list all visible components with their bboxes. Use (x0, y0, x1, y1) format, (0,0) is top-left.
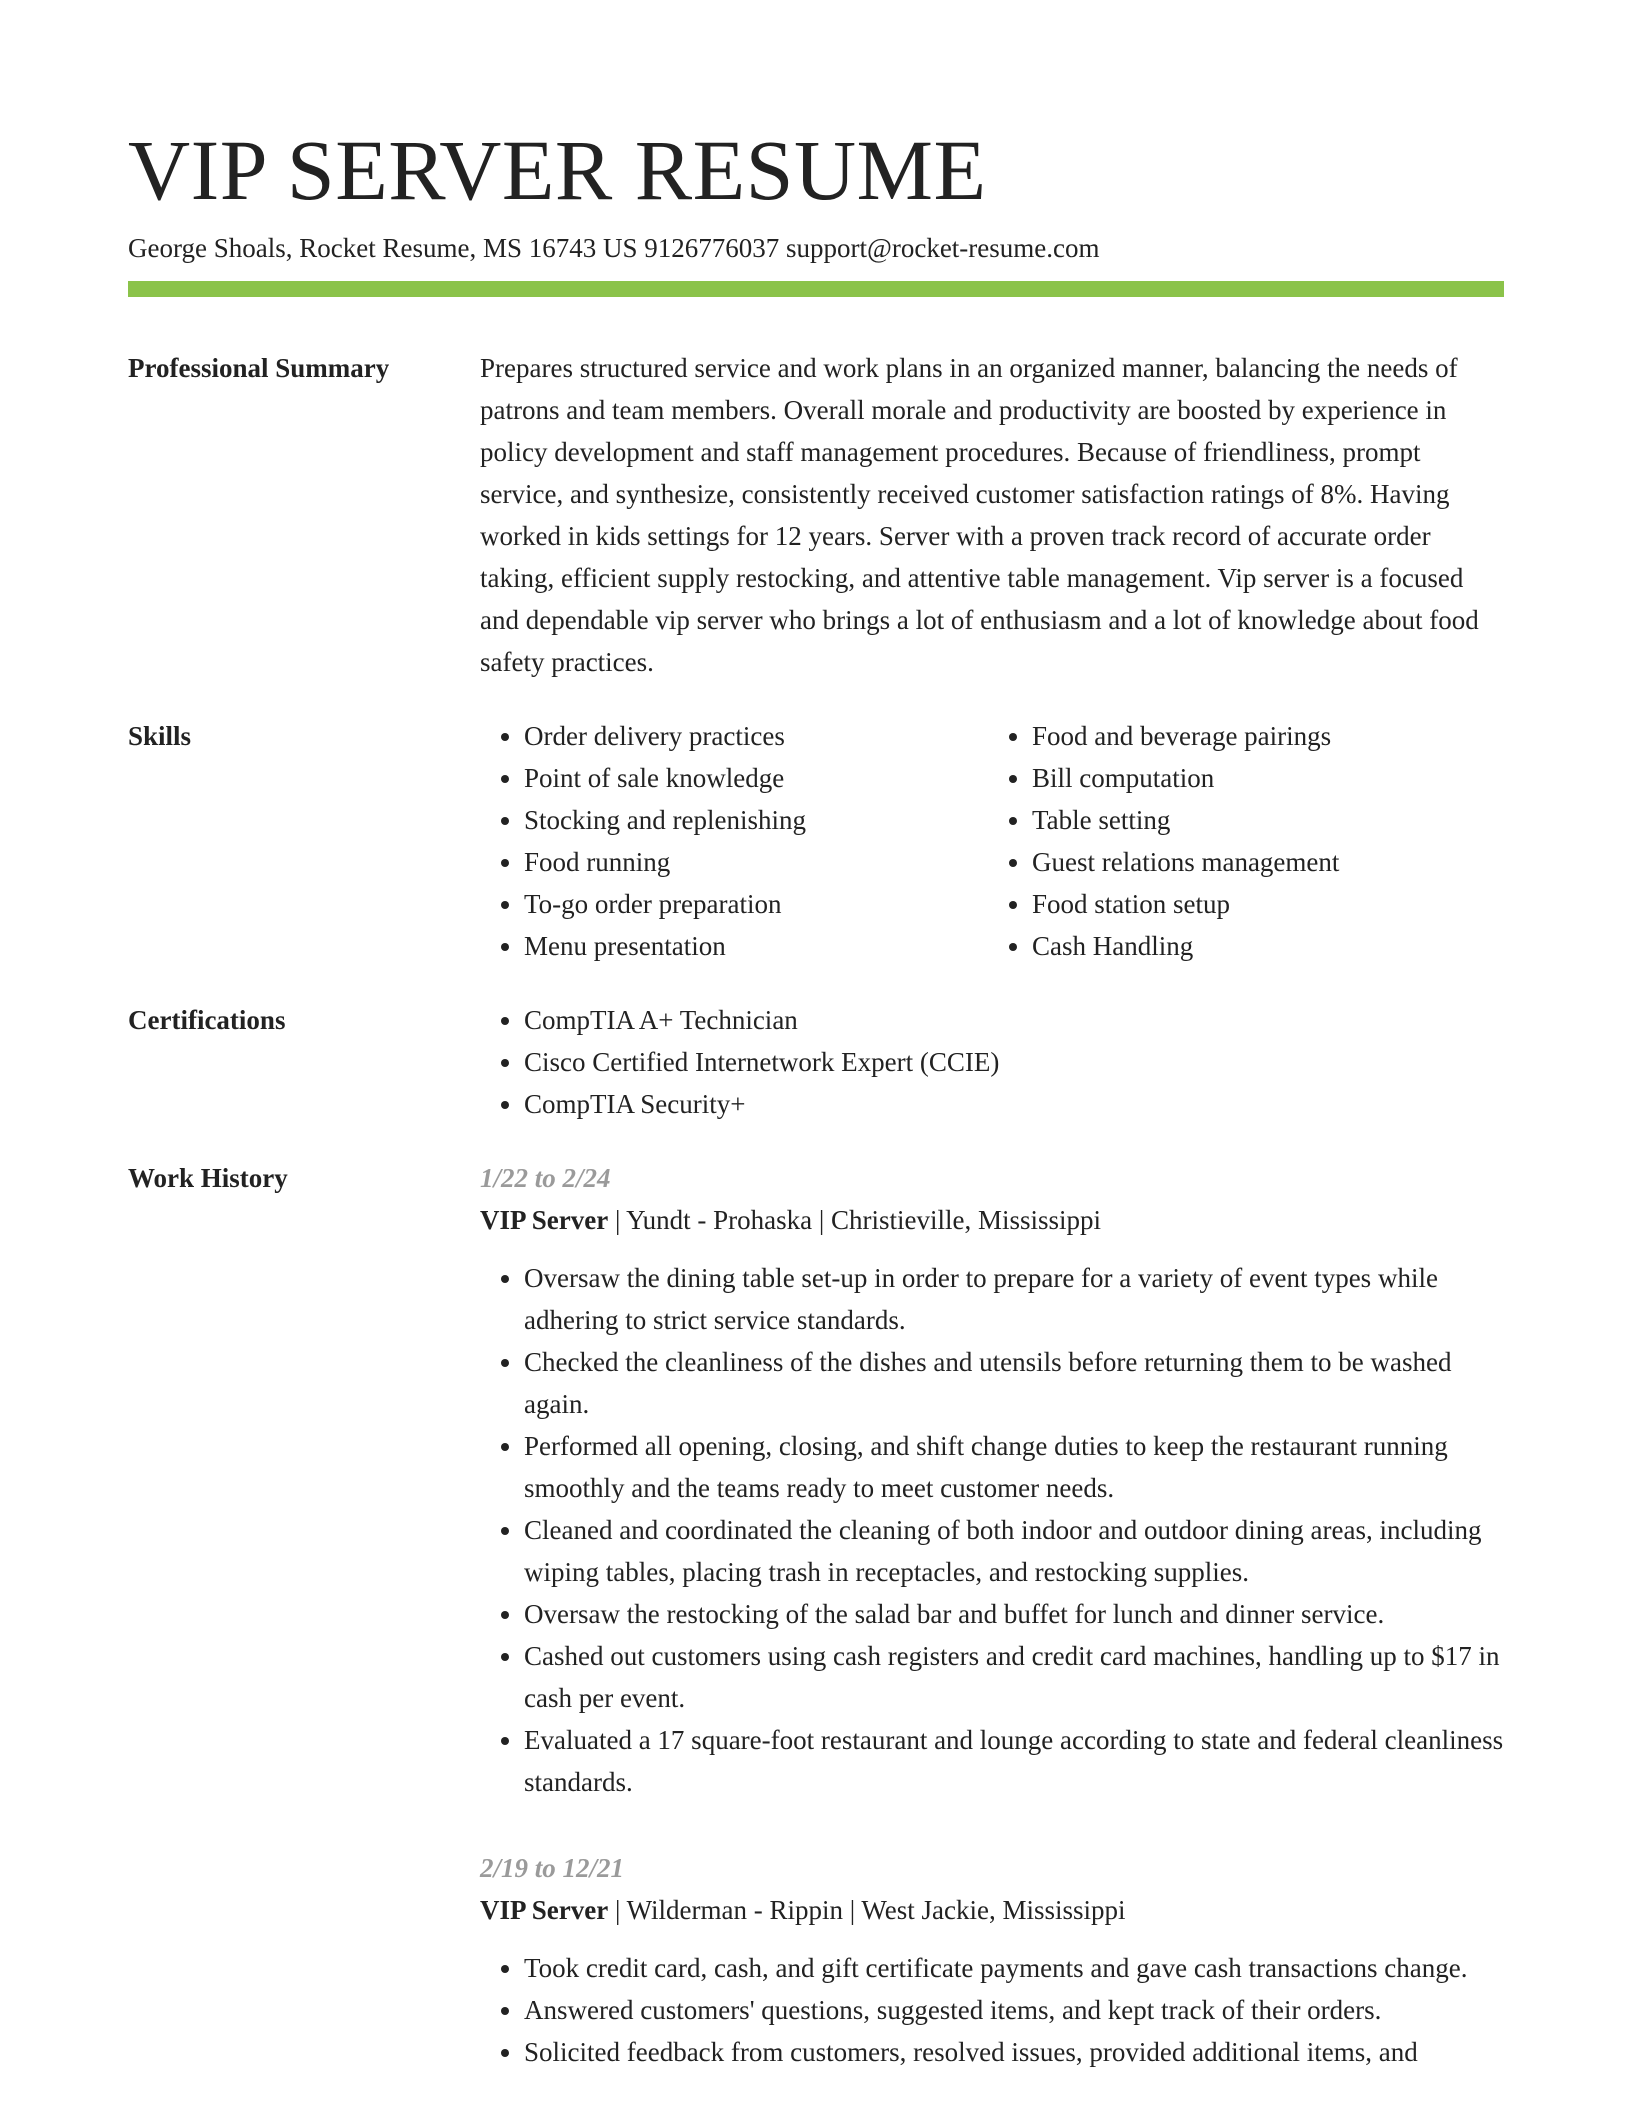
resume-page (128, 120, 1504, 2117)
job-duty: • Oversaw the restocking of the salad bar and buffet for lunch and dinner service. (524, 1593, 1504, 1635)
resume-title: VIP SERVER RESUME (128, 122, 987, 218)
job-duty: • Cashed out customers using cash registers and credit card machines, handling up to $17 in cash per event. (524, 1635, 1504, 1719)
certifications-list (480, 999, 1504, 1125)
skill-item: • Food and beverage pairings (1032, 715, 1492, 757)
contact-line: George Shoals, Rocket Resume, MS 16743 US 9126776037 support@rocket-resume.com (128, 233, 1100, 263)
job-heading (480, 1889, 1504, 1931)
certification-item: • Cisco Certified Internetwork Expert (CCIE) (524, 1041, 1504, 1083)
job-duties-list (480, 1947, 1504, 2073)
job-dates: 1/22 to 2/24 (480, 1163, 611, 1193)
section-label: Work History (128, 1163, 288, 1193)
skill-item: • Menu presentation (524, 925, 984, 967)
certification-item: • CompTIA A+ Technician (524, 999, 1504, 1041)
skill-item: • Cash Handling (1032, 925, 1492, 967)
job-employer-location: | Yundt - Prohaska | Christieville, Mississippi (608, 1205, 1102, 1235)
job-entry (480, 1157, 1504, 1803)
job-duty: • Solicited feedback from customers, resolved issues, provided additional items, and (524, 2031, 1504, 2073)
summary-text: Prepares structured service and work plans in an organized manner, balancing the needs of patrons and team members. Overall morale and productivity are boosted by experience in policy development and staff management procedures. Because of friendliness, prompt service, and synthesize, consistently received customer satisfaction ratings of 8%. Having worked in kids settings for 12 years. Server with a proven track record of accurate order taking, efficient supply restocking, and attentive table management. Vip server is a focused and dependable vip server who brings a lot of enthusiasm and a lot of knowledge about food safety practices. (480, 353, 1479, 677)
work-history-section (128, 1157, 1504, 2117)
skill-item: • Table setting (1032, 799, 1492, 841)
job-dates: 2/19 to 12/21 (480, 1853, 625, 1883)
job-employer-location: | Wilderman - Rippin | West Jackie, Mississippi (608, 1895, 1126, 1925)
job-title: VIP Server (480, 1895, 609, 1925)
skills-list-left (480, 715, 984, 967)
job-duty: • Oversaw the dining table set-up in order to prepare for a variety of event types while adhering to strict service standards. (524, 1257, 1504, 1341)
skill-item: • Order delivery practices (524, 715, 984, 757)
skill-item: • Bill computation (1032, 757, 1492, 799)
job-duties-list (480, 1257, 1504, 1803)
job-entry (480, 1847, 1504, 2073)
job-duty: • Performed all opening, closing, and shift change duties to keep the restaurant running smoothly and the teams ready to meet customer needs. (524, 1425, 1504, 1509)
section-label: Skills (128, 721, 192, 751)
professional-summary-section (128, 347, 1504, 683)
section-label: Professional Summary (128, 353, 390, 383)
skill-item: • Stocking and replenishing (524, 799, 984, 841)
job-duty: • Evaluated a 17 square-foot restaurant and lounge according to state and federal cleanliness standards. (524, 1719, 1504, 1803)
skill-item: • Guest relations management (1032, 841, 1492, 883)
accent-divider (128, 281, 1504, 297)
certification-item: • CompTIA Security+ (524, 1083, 1504, 1125)
job-duty: • Answered customers' questions, suggested items, and kept track of their orders. (524, 1989, 1504, 2031)
job-duty: • Cleaned and coordinated the cleaning of both indoor and outdoor dining areas, including wiping tables, placing trash in receptacles, and restocking supplies. (524, 1509, 1504, 1593)
job-duty: • Took credit card, cash, and gift certificate payments and gave cash transactions change. (524, 1947, 1504, 1989)
job-duty: • Checked the cleanliness of the dishes and utensils before returning them to be washed again. (524, 1341, 1504, 1425)
skill-item: • Food running (524, 841, 984, 883)
skills-section (128, 715, 1504, 967)
job-heading (480, 1199, 1504, 1241)
skill-item: • Point of sale knowledge (524, 757, 984, 799)
certifications-section (128, 999, 1504, 1125)
job-title: VIP Server (480, 1205, 609, 1235)
section-label: Certifications (128, 1005, 286, 1035)
skill-item: • Food station setup (1032, 883, 1492, 925)
skill-item: • To-go order preparation (524, 883, 984, 925)
skills-list-right (988, 715, 1492, 967)
